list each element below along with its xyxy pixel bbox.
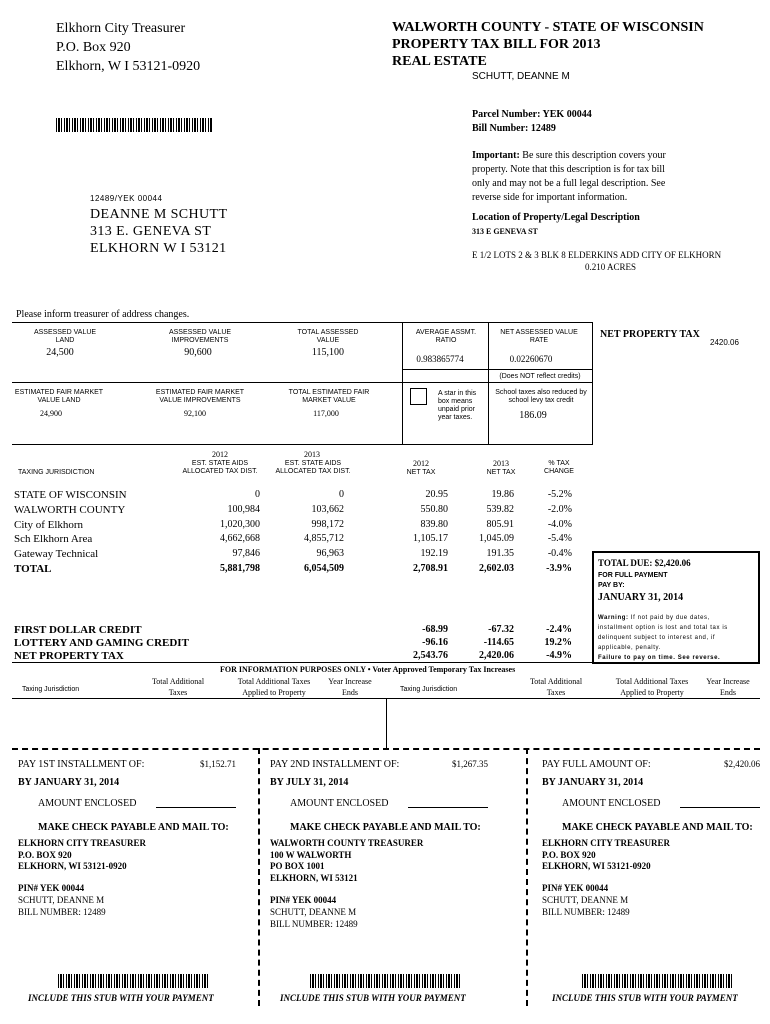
payee-line: ELKHORN CITY TREASURER bbox=[542, 838, 671, 848]
installment-due-date: BY JANUARY 31, 2014 bbox=[542, 777, 644, 788]
aids-2013-year: 2013 bbox=[304, 450, 320, 459]
bill-number: Bill Number: 12489 bbox=[472, 123, 556, 134]
credit-change: -2.4% bbox=[546, 624, 572, 635]
credit-2012: -68.99 bbox=[422, 624, 448, 635]
installment-label: PAY 1ST INSTALLMENT OF: bbox=[18, 759, 145, 770]
barcode-top bbox=[56, 118, 212, 132]
rate-note: (Does NOT reflect credits) bbox=[499, 373, 581, 380]
voter-jurisdiction-header-right: Taxing Jurisdiction bbox=[400, 686, 458, 693]
installment-label: PAY 2ND INSTALLMENT OF: bbox=[270, 759, 400, 770]
aids-2012-year: 2012 bbox=[212, 450, 228, 459]
net-rate-value: 0.02260670 bbox=[509, 354, 553, 364]
amount-enclosed-label: AMOUNT ENCLOSED bbox=[290, 798, 389, 809]
include-stub-note: INCLUDE THIS STUB WITH YOUR PAYMENT bbox=[552, 993, 738, 1003]
sender-city: Elkhorn, W I 53121-0920 bbox=[56, 59, 201, 74]
jurisdiction-name: TOTAL bbox=[14, 563, 52, 575]
assessed-improvements-value: 90,600 bbox=[184, 347, 212, 358]
aid-2013: 103,662 bbox=[311, 503, 344, 515]
aid-2013: 998,172 bbox=[311, 518, 344, 530]
tax-2013: 19.86 bbox=[491, 489, 514, 500]
tax-change: -0.4% bbox=[547, 548, 572, 560]
payee-line: ELKHORN, WI 53121 bbox=[270, 872, 358, 883]
amount-enclosed-label: AMOUNT ENCLOSED bbox=[562, 798, 661, 809]
aids-2013-header: EST. STATE AIDS ALLOCATED TAX DIST. bbox=[275, 460, 351, 475]
payee-line: ELKHORN CITY TREASURER bbox=[18, 838, 147, 848]
make-check-label: MAKE CHECK PAYABLE AND MAIL TO: bbox=[562, 822, 753, 833]
total-fair-market-label: TOTAL ESTIMATED FAIR MARKET VALUE bbox=[288, 389, 370, 404]
net-property-tax-value: 2420.06 bbox=[710, 338, 739, 347]
voter-year-header-right: Year Increase Ends bbox=[706, 677, 750, 697]
payee-line: ELKHORN, WI 53121-0920 bbox=[542, 861, 651, 871]
net-property-tax-label: NET PROPERTY TAX bbox=[600, 329, 700, 340]
aid-2012: 97,846 bbox=[232, 548, 260, 560]
star-note-line3: year taxes. bbox=[438, 414, 473, 421]
tax-2012: 20.95 bbox=[425, 489, 448, 500]
assessed-land-label: ASSESSED VALUE LAND bbox=[33, 329, 97, 344]
credit-2012: 2,543.76 bbox=[413, 650, 448, 661]
stub-barcode bbox=[310, 974, 460, 988]
recipient-city: ELKHORN W I 53121 bbox=[90, 241, 227, 256]
sender-box: P.O. Box 920 bbox=[56, 40, 131, 55]
credit-2012: -96.16 bbox=[422, 637, 448, 648]
include-stub-note: INCLUDE THIS STUB WITH YOUR PAYMENT bbox=[28, 993, 214, 1003]
assessed-improvements-label: ASSESSED VALUE IMPROVEMENTS bbox=[168, 329, 232, 344]
important-line3: reverse side for important information. bbox=[472, 192, 628, 203]
tax-change-header: % TAX CHANGE bbox=[544, 460, 574, 475]
aid-2012: 0 bbox=[255, 489, 260, 500]
amount-enclosed-field[interactable] bbox=[408, 807, 488, 808]
aid-2013: 0 bbox=[339, 489, 344, 500]
make-check-label: MAKE CHECK PAYABLE AND MAIL TO: bbox=[38, 822, 229, 833]
credit-name: LOTTERY AND GAMING CREDIT bbox=[14, 637, 189, 649]
taxing-jurisdiction-header: TAXING JURISDICTION bbox=[18, 469, 95, 476]
warning-line3: applicable, penalty. bbox=[598, 645, 661, 651]
tax-change: -3.9% bbox=[546, 563, 572, 574]
bill-title bbox=[392, 19, 704, 70]
tax-2013: 191.35 bbox=[486, 548, 514, 560]
stub-barcode bbox=[58, 974, 208, 988]
tax-change: -4.0% bbox=[547, 518, 572, 530]
assessed-land-value: 24,500 bbox=[46, 347, 74, 358]
tax-2012: 192.19 bbox=[420, 548, 448, 560]
credit-2013: -114.65 bbox=[483, 637, 514, 648]
aid-2012: 100,984 bbox=[227, 503, 260, 515]
star-note-line1: box means bbox=[438, 398, 473, 405]
address-change-note: Please inform treasurer of address changes. bbox=[16, 309, 190, 320]
aids-2012-header: EST. STATE AIDS ALLOCATED TAX DIST. bbox=[182, 460, 258, 475]
total-due-label: TOTAL DUE: $2,420.06 bbox=[598, 558, 691, 568]
payee-line: 100 W WALWORTH bbox=[270, 849, 352, 860]
total-fair-market-value: 117,000 bbox=[313, 409, 339, 418]
bill-title-line2: PROPERTY TAX BILL FOR 2013 bbox=[392, 37, 601, 52]
payee-line: P.O. BOX 920 bbox=[542, 849, 596, 860]
warning-line1: installment option is lost and total tax is bbox=[598, 625, 728, 631]
failure-note: Failure to pay on time. See reverse. bbox=[598, 655, 721, 661]
tax-2013: 805.91 bbox=[486, 518, 514, 530]
jurisdiction-name: STATE OF WISCONSIN bbox=[14, 489, 127, 501]
voter-additional-header-left: Total Additional Taxes bbox=[151, 677, 205, 697]
include-stub-note: INCLUDE THIS STUB WITH YOUR PAYMENT bbox=[280, 993, 466, 1003]
fair-market-improvements-value: 92,100 bbox=[184, 409, 206, 418]
jurisdiction-name: Sch Elkhorn Area bbox=[14, 533, 93, 546]
make-check-label: MAKE CHECK PAYABLE AND MAIL TO: bbox=[290, 822, 481, 833]
installment-label: PAY FULL AMOUNT OF: bbox=[542, 759, 651, 770]
legal-description-line1: E 1/2 LOTS 2 & 3 BLK 8 ELDERKINS ADD CITY OF ELKHORN bbox=[472, 250, 722, 260]
recipient-name: DEANNE M SCHUTT bbox=[90, 207, 228, 222]
voter-year-header-left: Year Increase Ends bbox=[328, 677, 372, 697]
full-payment-label: FOR FULL PAYMENT bbox=[598, 572, 668, 579]
voter-applied-header-right: Total Additional Taxes Applied to Property bbox=[615, 677, 689, 697]
voter-additional-header-right: Total Additional Taxes bbox=[529, 677, 583, 697]
total-assessed-value: 115,100 bbox=[311, 347, 345, 358]
installment-due-date: BY JULY 31, 2014 bbox=[270, 777, 349, 788]
credit-name: FIRST DOLLAR CREDIT bbox=[14, 624, 142, 636]
aid-2012: 5,881,798 bbox=[220, 563, 260, 574]
net-rate-label: NET ASSESSED VALUE RATE bbox=[500, 329, 578, 344]
warning-label: Warning: bbox=[598, 615, 629, 621]
bill-title-line1: WALWORTH COUNTY - STATE OF WISCONSIN bbox=[392, 20, 704, 35]
installment-amount: $1,152.71 bbox=[200, 759, 236, 769]
tax-2012-year: 2012 bbox=[413, 459, 429, 468]
parcel-number: Parcel Number: YEK 00044 bbox=[472, 109, 592, 120]
star-note bbox=[438, 390, 476, 422]
important-label: Important: bbox=[472, 150, 520, 161]
credit-change: 19.2% bbox=[544, 637, 572, 648]
total-assessed-label: TOTAL ASSESSED VALUE bbox=[297, 329, 359, 344]
warning-line0: If not paid by due dates, bbox=[630, 615, 710, 621]
important-line0: Be sure this description covers your bbox=[522, 150, 666, 161]
location-address: 313 E GENEVA ST bbox=[472, 227, 538, 236]
credit-change: -4.9% bbox=[546, 650, 572, 661]
tax-2012-header: NET TAX bbox=[406, 469, 436, 476]
school-credit-value: 186.09 bbox=[519, 410, 547, 421]
stub-owner: SCHUTT, DEANNE M bbox=[270, 907, 357, 917]
pay-by-label: PAY BY: bbox=[598, 582, 625, 589]
pin-number: PIN# YEK 00044 bbox=[270, 895, 337, 905]
jurisdiction-name: WALWORTH COUNTY bbox=[14, 503, 126, 516]
tax-2013-year: 2013 bbox=[493, 459, 509, 468]
jurisdiction-name: Gateway Technical bbox=[14, 548, 99, 561]
installment-due-date: BY JANUARY 31, 2014 bbox=[18, 777, 120, 788]
tax-2013: 2,602.03 bbox=[479, 563, 514, 574]
tax-change: -5.4% bbox=[547, 533, 572, 545]
credit-2013: -67.32 bbox=[488, 624, 514, 635]
amount-enclosed-label: AMOUNT ENCLOSED bbox=[38, 798, 137, 809]
owner-name: SCHUTT, DEANNE M bbox=[472, 71, 570, 82]
credit-2013: 2,420.06 bbox=[479, 650, 514, 661]
warning-text bbox=[598, 613, 728, 663]
amount-enclosed-field[interactable] bbox=[680, 807, 760, 808]
fair-market-land-value: 24,900 bbox=[40, 409, 62, 418]
stub-owner: SCHUTT, DEANNE M bbox=[542, 895, 629, 905]
credit-name: NET PROPERTY TAX bbox=[14, 650, 124, 662]
important-note bbox=[472, 149, 666, 205]
payee-line: PO BOX 1001 bbox=[270, 861, 325, 871]
tax-2012: 2,708.91 bbox=[413, 563, 448, 574]
tax-2012: 839.80 bbox=[420, 518, 448, 530]
assessment-ratio-value: 0.983865774 bbox=[416, 354, 464, 364]
tax-2013: 1,045.09 bbox=[479, 533, 514, 545]
tax-2013: 539.82 bbox=[486, 503, 514, 515]
payee-line: P.O. BOX 920 bbox=[18, 849, 72, 860]
sender-address bbox=[56, 19, 200, 76]
warning-line2: delinquent subject to interest and, if bbox=[598, 635, 716, 641]
parcel-info bbox=[472, 108, 592, 136]
recipient-ref: 12489/YEK 00044 bbox=[90, 194, 163, 203]
voter-jurisdiction-header-left: Taxing Jurisdiction bbox=[22, 686, 80, 693]
aid-2012: 4,662,668 bbox=[220, 533, 260, 545]
aid-2013: 6,054,509 bbox=[304, 563, 344, 574]
location-label: Location of Property/Legal Description bbox=[472, 212, 640, 223]
aid-2013: 96,963 bbox=[316, 548, 344, 560]
tax-change: -2.0% bbox=[547, 503, 572, 515]
jurisdiction-name: City of Elkhorn bbox=[14, 518, 84, 531]
tax-2012: 550.80 bbox=[420, 503, 448, 515]
aid-2013: 4,855,712 bbox=[304, 533, 344, 545]
important-line1: property. Note that this description is for tax bill bbox=[472, 164, 665, 175]
stub-bill-number: BILL NUMBER: 12489 bbox=[270, 919, 358, 929]
tax-2013-header: NET TAX bbox=[486, 469, 516, 476]
prior-unpaid-star-box bbox=[410, 388, 427, 405]
tax-2012: 1,105.17 bbox=[413, 533, 448, 545]
voter-applied-header-left: Total Additional Taxes Applied to Property bbox=[237, 677, 311, 697]
full-payment-due-date: JANUARY 31, 2014 bbox=[598, 592, 684, 603]
payee-line: ELKHORN, WI 53121-0920 bbox=[18, 861, 127, 871]
recipient-address bbox=[90, 206, 227, 257]
tax-change: -5.2% bbox=[547, 489, 572, 500]
legal-description-line2: 0.210 ACRES bbox=[585, 262, 637, 272]
amount-enclosed-field[interactable] bbox=[156, 807, 236, 808]
payee-line: WALWORTH COUNTY TREASURER bbox=[270, 838, 424, 848]
star-note-line2: unpaid prior bbox=[438, 406, 475, 413]
important-line2: only and may not be a full legal description. See bbox=[472, 178, 666, 189]
pin-number: PIN# YEK 00044 bbox=[18, 883, 85, 893]
aid-2012: 1,020,300 bbox=[220, 518, 260, 530]
stub-owner: SCHUTT, DEANNE M bbox=[18, 895, 105, 905]
school-credit-label: School taxes also reduced by school levy tax credit bbox=[495, 389, 587, 404]
voter-section-title: FOR INFORMATION PURPOSES ONLY • Voter Approved Temporary Tax Increases bbox=[220, 665, 516, 674]
installment-amount: $1,267.35 bbox=[452, 759, 488, 769]
assessment-ratio-label: AVERAGE ASSMT. RATIO bbox=[415, 329, 477, 344]
star-note-line0: A star in this bbox=[438, 390, 477, 397]
recipient-street: 313 E. GENEVA ST bbox=[90, 224, 212, 239]
fair-market-land-label: ESTIMATED FAIR MARKET VALUE LAND bbox=[14, 389, 104, 404]
pin-number: PIN# YEK 00044 bbox=[542, 883, 609, 893]
stub-barcode bbox=[582, 974, 732, 988]
sender-name: Elkhorn City Treasurer bbox=[56, 21, 186, 36]
bill-title-line3: REAL ESTATE bbox=[392, 54, 487, 69]
stub-bill-number: BILL NUMBER: 12489 bbox=[542, 907, 630, 917]
stub-bill-number: BILL NUMBER: 12489 bbox=[18, 907, 106, 917]
fair-market-improvements-label: ESTIMATED FAIR MARKET VALUE IMPROVEMENTS bbox=[155, 389, 245, 404]
installment-amount: $2,420.06 bbox=[724, 759, 760, 769]
